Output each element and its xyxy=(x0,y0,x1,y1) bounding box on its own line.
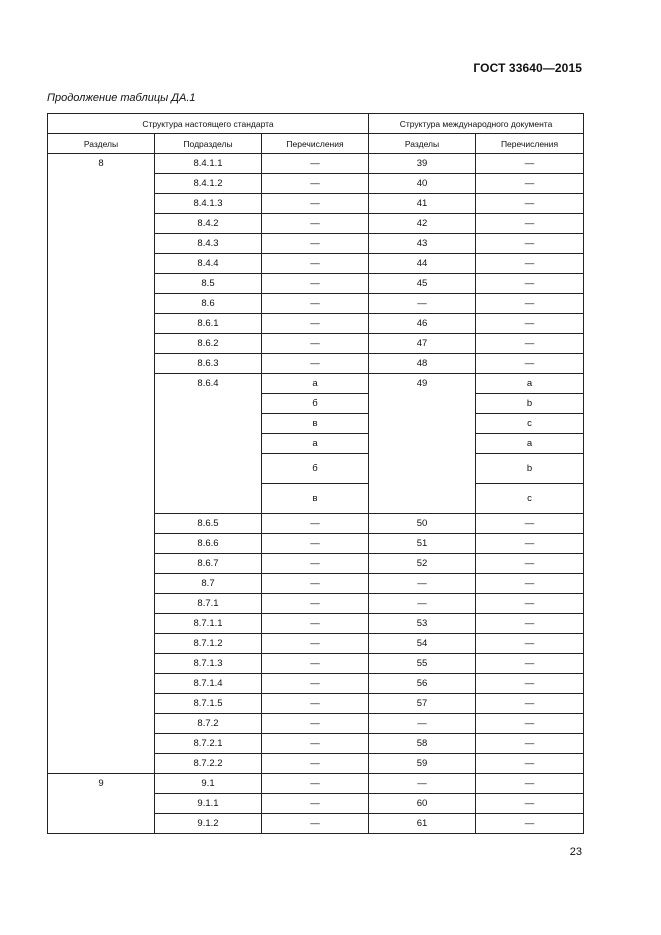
subsection-cell: 8.6.6 xyxy=(155,534,262,554)
intl-enumeration-cell: — xyxy=(476,654,584,674)
intl-enumeration-cell: — xyxy=(476,334,584,354)
intl-section-cell: 42 xyxy=(369,214,476,234)
subsection-cell: 8.7.2.1 xyxy=(155,734,262,754)
intl-section-cell: 49 xyxy=(369,374,476,514)
subsection-cell: 8.6.7 xyxy=(155,554,262,574)
intl-enumeration-cell: — xyxy=(476,714,584,734)
subsection-cell: 8.4.1.2 xyxy=(155,174,262,194)
subsection-cell: 9.1.1 xyxy=(155,794,262,814)
table-row xyxy=(48,154,584,174)
table-row xyxy=(48,774,584,794)
intl-enumeration-cell: — xyxy=(476,174,584,194)
section-cell: 8 xyxy=(48,154,155,774)
enumeration-cell: — xyxy=(262,694,369,714)
intl-enumeration-cell: — xyxy=(476,514,584,534)
enumeration-cell: — xyxy=(262,614,369,634)
intl-enumeration-cell: — xyxy=(476,154,584,174)
enumeration-cell: в xyxy=(262,414,369,434)
intl-section-cell: 46 xyxy=(369,314,476,334)
intl-enumeration-cell: b xyxy=(476,454,584,484)
subsection-cell: 8.7.1.3 xyxy=(155,654,262,674)
intl-section-cell: 47 xyxy=(369,334,476,354)
enumeration-cell: — xyxy=(262,634,369,654)
intl-enumeration-cell: — xyxy=(476,214,584,234)
intl-enumeration-cell: a xyxy=(476,374,584,394)
subsection-cell: 8.6 xyxy=(155,294,262,314)
subsection-cell: 8.7 xyxy=(155,574,262,594)
column-header-enumerations: Перечисления xyxy=(262,134,369,154)
enumeration-cell: — xyxy=(262,194,369,214)
intl-enumeration-cell: — xyxy=(476,634,584,654)
intl-enumeration-cell: — xyxy=(476,314,584,334)
subsection-cell: 9.1 xyxy=(155,774,262,794)
enumeration-cell: — xyxy=(262,174,369,194)
column-header-sections: Разделы xyxy=(48,134,155,154)
intl-enumeration-cell: — xyxy=(476,814,584,834)
intl-section-cell: 44 xyxy=(369,254,476,274)
intl-enumeration-cell: — xyxy=(476,574,584,594)
subsection-cell: 8.4.4 xyxy=(155,254,262,274)
intl-section-cell: 45 xyxy=(369,274,476,294)
subsection-cell: 8.7.2 xyxy=(155,714,262,734)
intl-section-cell: 40 xyxy=(369,174,476,194)
intl-enumeration-cell: — xyxy=(476,774,584,794)
intl-section-cell: 39 xyxy=(369,154,476,174)
intl-section-cell: 59 xyxy=(369,754,476,774)
subsection-cell: 8.6.2 xyxy=(155,334,262,354)
intl-section-cell: 54 xyxy=(369,634,476,654)
intl-enumeration-cell: c xyxy=(476,414,584,434)
intl-enumeration-cell: — xyxy=(476,754,584,774)
enumeration-cell: — xyxy=(262,574,369,594)
intl-section-cell: — xyxy=(369,774,476,794)
enumeration-cell: — xyxy=(262,814,369,834)
intl-enumeration-cell: — xyxy=(476,534,584,554)
document-code: ГОСТ 33640—2015 xyxy=(473,61,582,75)
column-header-intl-sections: Разделы xyxy=(369,134,476,154)
subsection-cell: 8.6.5 xyxy=(155,514,262,534)
column-header-intl-enumerations: Перечисления xyxy=(476,134,584,154)
intl-enumeration-cell: — xyxy=(476,694,584,714)
subsection-cell: 8.7.2.2 xyxy=(155,754,262,774)
subsection-cell: 8.6.3 xyxy=(155,354,262,374)
enumeration-cell: — xyxy=(262,794,369,814)
intl-section-cell: 58 xyxy=(369,734,476,754)
enumeration-cell: — xyxy=(262,294,369,314)
intl-enumeration-cell: — xyxy=(476,234,584,254)
enumeration-cell: — xyxy=(262,754,369,774)
enumeration-cell: — xyxy=(262,254,369,274)
subsection-cell: 8.6.4 xyxy=(155,374,262,514)
intl-enumeration-cell: — xyxy=(476,794,584,814)
subsection-cell: 8.5 xyxy=(155,274,262,294)
table-column-header-row xyxy=(48,134,584,154)
group-header-standard: Структура настоящего стандарта xyxy=(48,114,369,134)
subsection-cell: 8.7.1.1 xyxy=(155,614,262,634)
intl-enumeration-cell: — xyxy=(476,674,584,694)
enumeration-cell: — xyxy=(262,154,369,174)
enumeration-cell: — xyxy=(262,654,369,674)
enumeration-cell: — xyxy=(262,714,369,734)
subsection-cell: 8.7.1.4 xyxy=(155,674,262,694)
column-header-subsections: Подразделы xyxy=(155,134,262,154)
section-cell: 9 xyxy=(48,774,155,834)
intl-section-cell: 41 xyxy=(369,194,476,214)
enumeration-cell: — xyxy=(262,274,369,294)
enumeration-cell: — xyxy=(262,314,369,334)
correspondence-table xyxy=(47,113,584,834)
intl-section-cell: 61 xyxy=(369,814,476,834)
group-header-international: Структура международного документа xyxy=(369,114,584,134)
subsection-cell: 8.6.1 xyxy=(155,314,262,334)
intl-enumeration-cell: c xyxy=(476,484,584,514)
intl-enumeration-cell: — xyxy=(476,614,584,634)
enumeration-cell: — xyxy=(262,214,369,234)
intl-enumeration-cell: — xyxy=(476,194,584,214)
subsection-cell: 8.4.1.1 xyxy=(155,154,262,174)
intl-section-cell: 57 xyxy=(369,694,476,714)
intl-enumeration-cell: — xyxy=(476,734,584,754)
intl-section-cell: 48 xyxy=(369,354,476,374)
enumeration-cell: — xyxy=(262,594,369,614)
enumeration-cell: — xyxy=(262,774,369,794)
intl-section-cell: 53 xyxy=(369,614,476,634)
enumeration-cell: б xyxy=(262,394,369,414)
enumeration-cell: — xyxy=(262,534,369,554)
intl-enumeration-cell: — xyxy=(476,354,584,374)
enumeration-cell: — xyxy=(262,234,369,254)
intl-enumeration-cell: a xyxy=(476,434,584,454)
intl-section-cell: 60 xyxy=(369,794,476,814)
intl-section-cell: — xyxy=(369,574,476,594)
enumeration-cell: — xyxy=(262,334,369,354)
enumeration-cell: в xyxy=(262,484,369,514)
intl-enumeration-cell: b xyxy=(476,394,584,414)
subsection-cell: 8.7.1.2 xyxy=(155,634,262,654)
intl-enumeration-cell: — xyxy=(476,254,584,274)
enumeration-cell: — xyxy=(262,354,369,374)
intl-enumeration-cell: — xyxy=(476,594,584,614)
subsection-cell: 8.4.1.3 xyxy=(155,194,262,214)
intl-section-cell: — xyxy=(369,294,476,314)
subsection-cell: 8.4.2 xyxy=(155,214,262,234)
page-number: 23 xyxy=(569,846,582,858)
enumeration-cell: а xyxy=(262,434,369,454)
table-group-header-row xyxy=(48,114,584,134)
intl-section-cell: 56 xyxy=(369,674,476,694)
enumeration-cell: — xyxy=(262,674,369,694)
intl-section-cell: — xyxy=(369,594,476,614)
enumeration-cell: б xyxy=(262,454,369,484)
enumeration-cell: — xyxy=(262,514,369,534)
intl-enumeration-cell: — xyxy=(476,554,584,574)
subsection-cell: 8.7.1.5 xyxy=(155,694,262,714)
intl-enumeration-cell: — xyxy=(476,274,584,294)
intl-section-cell: 55 xyxy=(369,654,476,674)
subsection-cell: 8.7.1 xyxy=(155,594,262,614)
intl-section-cell: 50 xyxy=(369,514,476,534)
enumeration-cell: — xyxy=(262,554,369,574)
enumeration-cell: а xyxy=(262,374,369,394)
intl-section-cell: 52 xyxy=(369,554,476,574)
intl-section-cell: 51 xyxy=(369,534,476,554)
intl-section-cell: — xyxy=(369,714,476,734)
intl-section-cell: 43 xyxy=(369,234,476,254)
enumeration-cell: — xyxy=(262,734,369,754)
intl-enumeration-cell: — xyxy=(476,294,584,314)
table-caption: Продолжение таблицы ДА.1 xyxy=(47,92,196,104)
subsection-cell: 9.1.2 xyxy=(155,814,262,834)
subsection-cell: 8.4.3 xyxy=(155,234,262,254)
